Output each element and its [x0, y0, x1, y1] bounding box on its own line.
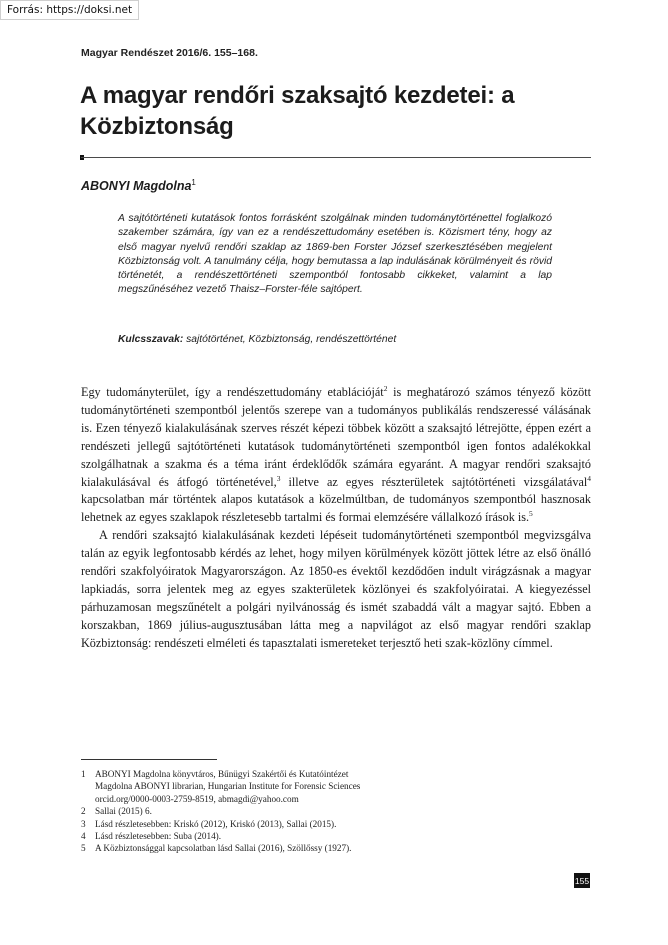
footnote — [81, 793, 591, 805]
footnote — [81, 830, 591, 842]
footnote — [81, 818, 591, 830]
footnote-text: A Közbiztonsággal kapcsolatban lásd Sallai (2016), Szöllőssy (1927). — [95, 843, 352, 854]
footnote-number: 5 — [81, 843, 86, 854]
footnote-number: 1 — [81, 769, 86, 779]
footnote-number: 4 — [81, 831, 86, 842]
footnote-number — [81, 793, 95, 805]
footnote-ref-5[interactable]: 5 — [529, 509, 533, 519]
body-text-run: kapcsolatban már történtek alapos kutatások a közelmúltban, de tudományos szempontból hasznosak lehetnek az egyes szaklapok részletesebb tartalmi és formai elemzésére vállalkozó írások is. — [81, 492, 591, 525]
keywords-label: Kulcsszavak: — [118, 334, 184, 345]
footnote-number: 3 — [81, 818, 86, 829]
footnote-text: Lásd részletesebben: Kriskó (2012), Kriskó (2013), Sallai (2015). — [95, 818, 337, 829]
footnote-text: Lásd részletesebben: Suba (2014). — [95, 831, 222, 842]
footnote-text: Sallai (2015) 6. — [95, 806, 152, 817]
body-text — [81, 384, 591, 653]
abstract: A sajtótörténeti kutatások fontos forrásként szolgálnak minden tudománytörténettel foglalkozó szakember számára, így van ez a rendészettudomány esetében is. Közismert tény, hogy az első magyar nyelvű rendőri szaklap az 1869-ben Forster József szerkesztésében megjelent Közbiztonság volt. A tanulmány célja, hogy bemutassa a lap indulásának körülményeit és rövid történetét, a rendészettörténeti szempontból fontosabb cikkeket, valamint a lap megszűnéséhez vezető Thaisz–Forster-féle sajtópert. — [118, 213, 552, 296]
footnote-number — [81, 780, 95, 792]
footnote-text: Magdolna ABONYI librarian, Hungarian Institute for Forensic Sciences — [95, 781, 361, 792]
footnote — [81, 768, 591, 780]
source-watermark: Forrás: https://doksi.net — [0, 0, 139, 20]
keywords — [118, 334, 558, 345]
body-text-run: illetve az egyes részterületek sajtótörténeti vizsgálatával — [280, 474, 588, 489]
footnote-number: 2 — [81, 806, 86, 817]
footnotes — [81, 768, 591, 855]
footnote-text[interactable]: orcid.org/0000-0003-2759-8519, abmagdi@yahoo.com — [95, 793, 299, 804]
footnote-ref-3[interactable]: 3 — [276, 473, 281, 483]
author-footnote-mark[interactable]: 1 — [191, 178, 196, 187]
footnote-divider — [81, 759, 217, 760]
body-paragraph-2: A rendőri szaksajtó kialakulásának kezdeti lépéseit tudománytörténeti szempontból megvizsgálva talán az egyik legfontosabb kérdés az lehet, hogy milyen körülmények között jöttek létre az első önálló rendőri szakfolyóiratok Magyarországon. Az 1850-es évektől kezdődően indult virágzásnak a magyar lapkiadás, sorra jelentek meg az egyes szakterületek közlönyei és szakfolyóiratai. A kiegyezéssel párhuzamosan megszűnételt a polgári nyilvánosság és ismét szabaddá vált a magyar sajtó. Ebben a korszakban, 1869 július-augusztusában látta meg a napvilágot az első magyar rendőri szaklap Közbiztonság: rendészeti elméleti és tapasztalati ismereteket terjesztő heti szak-közlöny címmel. — [81, 528, 591, 650]
footnote-ref-2[interactable]: 2 — [383, 383, 388, 393]
footnote-text: ABONYI Magdolna könyvtáros, Bűnügyi Szakértői és Kutatóintézet — [95, 769, 349, 779]
page-number: 155 — [574, 873, 590, 888]
body-paragraph-1 — [81, 384, 591, 527]
body-text-run: is meghatározó számos tényező között tudománytörténeti szempontból jelentős szerepe van a tudományos publikálás rendszeressé válásának is. Ezen tényező kialakulásának szerves részét képezi többek között a szaksajtó létrejötte, éppen ezért a rendészeti jellegű sajtótörténeti kutatások tudománytörténeti szempontból igen fontos adalékokkal szolgálhatnak a szakma és a téma iránt érdeklődők számára egyaránt. A magyar rendőri szaksajtó kialakulásával és átfogó történetével, — [81, 385, 591, 489]
author-line — [81, 178, 196, 193]
footnote — [81, 842, 591, 854]
footnote-ref-4[interactable]: 4 — [587, 473, 591, 483]
author-name: ABONYI Magdolna — [81, 179, 192, 194]
article-title: A magyar rendőri szaksajtó kezdetei: a Közbiztonság — [80, 82, 515, 140]
footnote — [81, 805, 591, 817]
footnote — [81, 780, 591, 792]
keywords-text: sajtótörténet, Közbiztonság, rendészettörténet — [186, 334, 397, 345]
journal-reference: Magyar Rendészet 2016/6. 155–168. — [81, 47, 258, 59]
body-text-run: Egy tudományterület, így a rendészettudomány etablációját — [81, 385, 384, 399]
title-divider — [81, 157, 591, 158]
